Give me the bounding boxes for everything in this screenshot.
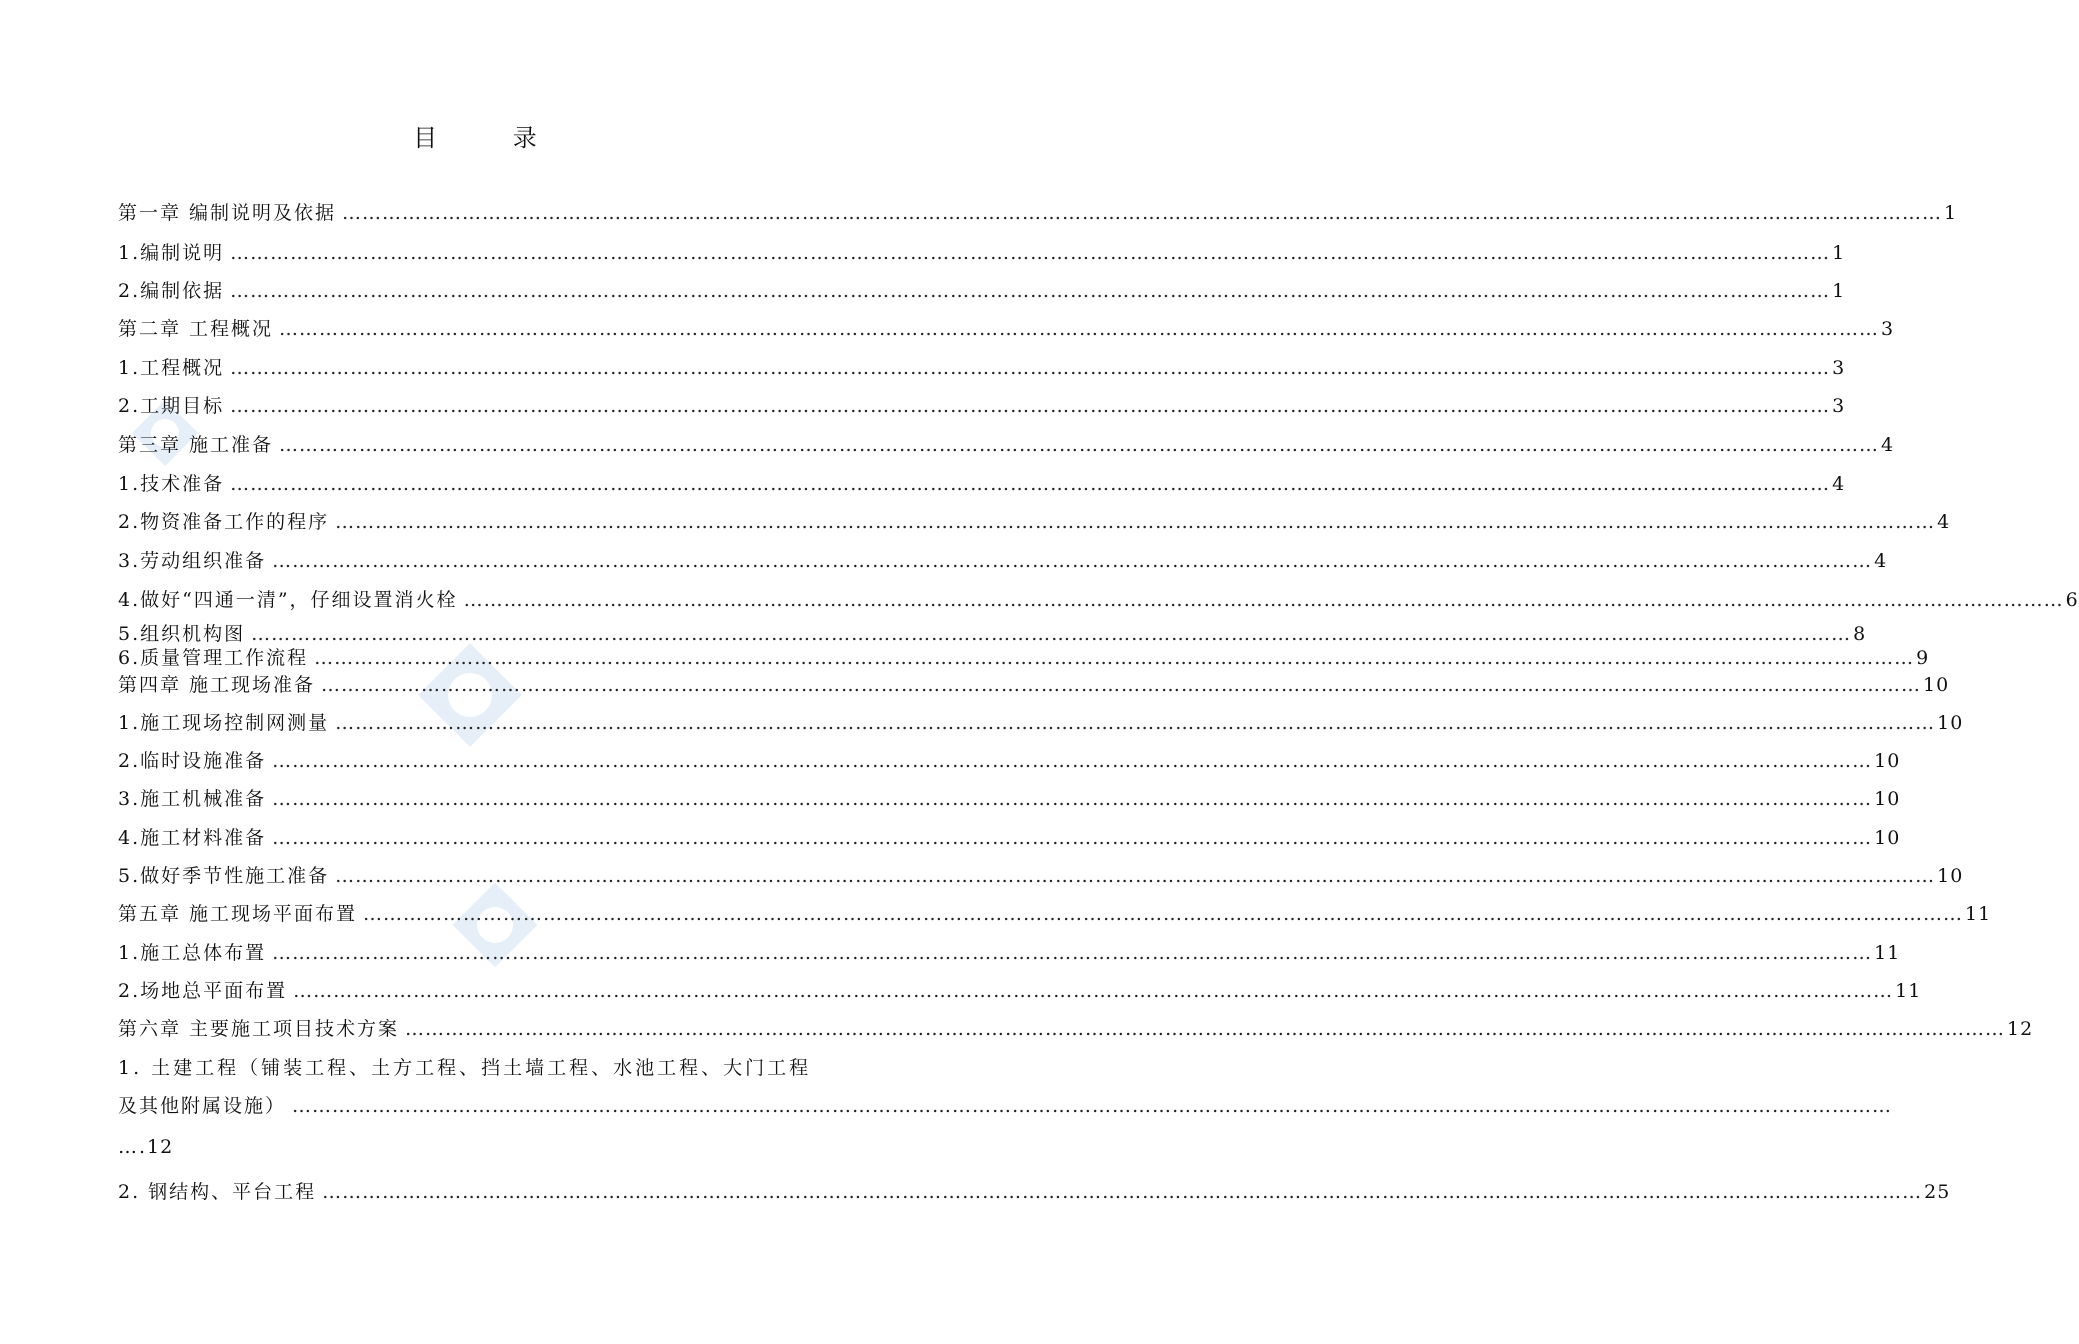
toc-entry[interactable] — [118, 585, 2079, 612]
toc-entry-page: 6 — [2065, 589, 2079, 611]
toc-entry-label: 1.技术准备 — [118, 473, 225, 495]
toc-entry-label: 1.施工现场控制网测量 — [118, 712, 330, 734]
toc-entry[interactable] — [118, 391, 1846, 418]
toc-entry[interactable] — [118, 276, 1846, 303]
toc-leader-dots: …………………………………………………………………………………………………………………………………………………………………………………………………………………… — [279, 318, 1880, 340]
toc-entry-label: 及其他附属设施） — [118, 1095, 287, 1117]
toc-entry-label: 3.施工机械准备 — [118, 788, 267, 810]
toc-entry[interactable] — [118, 823, 1901, 850]
toc-entry[interactable] — [118, 314, 1895, 341]
toc-entry-page: 1 — [1832, 280, 1846, 302]
toc-entry-page: 1 — [1944, 202, 1958, 224]
toc-entry[interactable] — [118, 198, 1958, 225]
toc-entry-label: 第四章 施工现场准备 — [118, 674, 316, 696]
toc-entry-label: 2. 钢结构、平台工程 — [118, 1181, 317, 1203]
toc-entry[interactable] — [118, 1091, 1893, 1118]
toc-entry[interactable] — [118, 784, 1901, 811]
toc-entry-label: 第五章 施工现场平面布置 — [118, 903, 358, 925]
toc-entry[interactable] — [118, 619, 1867, 646]
toc-entry[interactable] — [118, 938, 1901, 965]
toc-title: 目 录 — [413, 124, 571, 152]
toc-entry[interactable] — [118, 238, 1846, 265]
toc-entry-page: 3 — [1832, 357, 1846, 379]
toc-entry[interactable] — [118, 469, 1846, 496]
toc-leader-dots: …………………………………………………………………………………………………………………………………………………………………………………………………………………… — [230, 395, 1831, 417]
toc-leader-dots: …………………………………………………………………………………………………………………………………………………………………………………………………………………… — [230, 473, 1831, 495]
toc-entry-page: 11 — [1895, 980, 1922, 1002]
toc-leader-dots: …………………………………………………………………………………………………………………………………………………………………………………………………………………… — [322, 1181, 1923, 1203]
toc-entry-label: 6.质量管理工作流程 — [118, 647, 309, 669]
toc-entry-page: 11 — [1965, 903, 1992, 925]
toc-leader-dots: …………………………………………………………………………………………………………………………………………………………………………………………………………………… — [342, 202, 1943, 224]
toc-entry[interactable] — [118, 1136, 173, 1158]
toc-leader-dots: …………………………………………………………………………………………………………………………………………………………………………………………………………………… — [272, 788, 1873, 810]
toc-entry-page: 8 — [1853, 623, 1867, 645]
toc-entry-label: 1.工程概况 — [118, 357, 225, 379]
toc-leader-dots: …. — [118, 1136, 148, 1158]
toc-leader-dots: …………………………………………………………………………………………………………………………………………………………………………………………………………………… — [230, 242, 1831, 264]
toc-entry-label: 1.编制说明 — [118, 242, 225, 264]
toc-entry-label: 第六章 主要施工项目技术方案 — [118, 1018, 400, 1040]
toc-entry[interactable] — [118, 353, 1846, 380]
toc-leader-dots: …………………………………………………………………………………………………………………………………………………………………………………………………………………… — [314, 647, 1915, 669]
toc-entry[interactable] — [118, 708, 1964, 735]
toc-entry[interactable] — [118, 1177, 1951, 1204]
toc-entry-page: 10 — [1874, 827, 1901, 849]
toc-entry-page: 10 — [1923, 674, 1950, 696]
toc-entry-page: 10 — [1874, 788, 1901, 810]
toc-entry[interactable] — [118, 861, 1964, 888]
toc-entry-page: 10 — [1874, 750, 1901, 772]
toc-entry-label: 2.场地总平面布置 — [118, 980, 288, 1002]
toc-entry-label: 5.组织机构图 — [118, 623, 246, 645]
toc-entry-page: 1 — [1832, 242, 1846, 264]
toc-entry[interactable] — [118, 546, 1888, 573]
toc-leader-dots: …………………………………………………………………………………………………………………………………………………………………………………………………………………… — [335, 712, 1936, 734]
toc-leader-dots: …………………………………………………………………………………………………………………………………………………………………………………………………………………… — [272, 942, 1873, 964]
toc-entry-label: 第二章 工程概况 — [118, 318, 274, 340]
toc-entry-page: 4 — [1937, 511, 1951, 533]
toc-entry-label: 2.工期目标 — [118, 395, 225, 417]
toc-entry-label: 3.劳动组织准备 — [118, 550, 267, 572]
toc-entry[interactable] — [118, 976, 1922, 1003]
toc-entry[interactable] — [118, 670, 1950, 697]
toc-leader-dots: …………………………………………………………………………………………………………………………………………………………………………………………………………………… — [230, 357, 1831, 379]
toc-leader-dots: …………………………………………………………………………………………………………………………………………………………………………………………………………………… — [363, 903, 1964, 925]
toc-entry-label: 5.做好季节性施工准备 — [118, 865, 330, 887]
toc-entry-label: 2.编制依据 — [118, 280, 225, 302]
toc-leader-dots: …………………………………………………………………………………………………………………………………………………………………………………………………………………… — [230, 280, 1831, 302]
toc-entry-page: 12 — [147, 1136, 174, 1158]
toc-entry[interactable] — [118, 746, 1901, 773]
toc-entry-label[interactable]: 1. 土建工程（铺装工程、土方工程、挡土墙工程、水池工程、大门工程 — [118, 1057, 812, 1079]
toc-entry-page: 4 — [1832, 473, 1846, 495]
toc-entry-page: 4 — [1874, 550, 1888, 572]
toc-leader-dots: …………………………………………………………………………………………………………………………………………………………………………………………………………………… — [272, 827, 1873, 849]
toc-entry-label: 1.施工总体布置 — [118, 942, 267, 964]
toc-leader-dots: …………………………………………………………………………………………………………………………………………………………………………………………………………………… — [321, 674, 1922, 696]
toc-leader-dots: …………………………………………………………………………………………………………………………………………………………………………………………………………………… — [405, 1018, 2006, 1040]
toc-entry[interactable] — [118, 430, 1895, 457]
toc-entry-page: 4 — [1881, 434, 1895, 456]
toc-entry-page: 9 — [1916, 647, 1930, 669]
toc-leader-dots: …………………………………………………………………………………………………………………………………………………………………………………………………………………… — [335, 511, 1936, 533]
toc-leader-dots: …………………………………………………………………………………………………………………………………………………………………………………………………………………… — [251, 623, 1852, 645]
toc-leader-dots: …………………………………………………………………………………………………………………………………………………………………………………………………………………… — [272, 750, 1873, 772]
toc-leader-dots: …………………………………………………………………………………………………………………………………………………………………………………………………………………… — [463, 589, 2064, 611]
toc-leader-dots: …………………………………………………………………………………………………………………………………………………………………………………………………………………… — [292, 1095, 1893, 1117]
toc-entry-page: 11 — [1874, 942, 1901, 964]
toc-entry-label: 4.做好“四通一清”，仔细设置消火栓 — [118, 589, 458, 611]
toc-entry[interactable] — [118, 899, 1992, 926]
toc-entry-label: 2.物资准备工作的程序 — [118, 511, 330, 533]
toc-entry[interactable] — [118, 643, 1930, 670]
toc-entry-page: 10 — [1937, 865, 1964, 887]
toc-entry-page: 25 — [1924, 1181, 1951, 1203]
toc-leader-dots: …………………………………………………………………………………………………………………………………………………………………………………………………………………… — [293, 980, 1894, 1002]
toc-entry[interactable] — [118, 1014, 2034, 1041]
toc-entry-page: 12 — [2007, 1018, 2034, 1040]
toc-leader-dots: …………………………………………………………………………………………………………………………………………………………………………………………………………………… — [272, 550, 1873, 572]
toc-leader-dots: …………………………………………………………………………………………………………………………………………………………………………………………………………………… — [279, 434, 1880, 456]
toc-entry-page: 3 — [1881, 318, 1895, 340]
toc-entry-page: 3 — [1832, 395, 1846, 417]
toc-leader-dots: …………………………………………………………………………………………………………………………………………………………………………………………………………………… — [335, 865, 1936, 887]
toc-entry-page: 10 — [1937, 712, 1964, 734]
toc-entry-label: 第三章 施工准备 — [118, 434, 274, 456]
toc-entry-label: 第一章 编制说明及依据 — [118, 202, 337, 224]
toc-entry-label: 4.施工材料准备 — [118, 827, 267, 849]
toc-entry[interactable] — [118, 507, 1951, 534]
toc-entry-label: 2.临时设施准备 — [118, 750, 267, 772]
